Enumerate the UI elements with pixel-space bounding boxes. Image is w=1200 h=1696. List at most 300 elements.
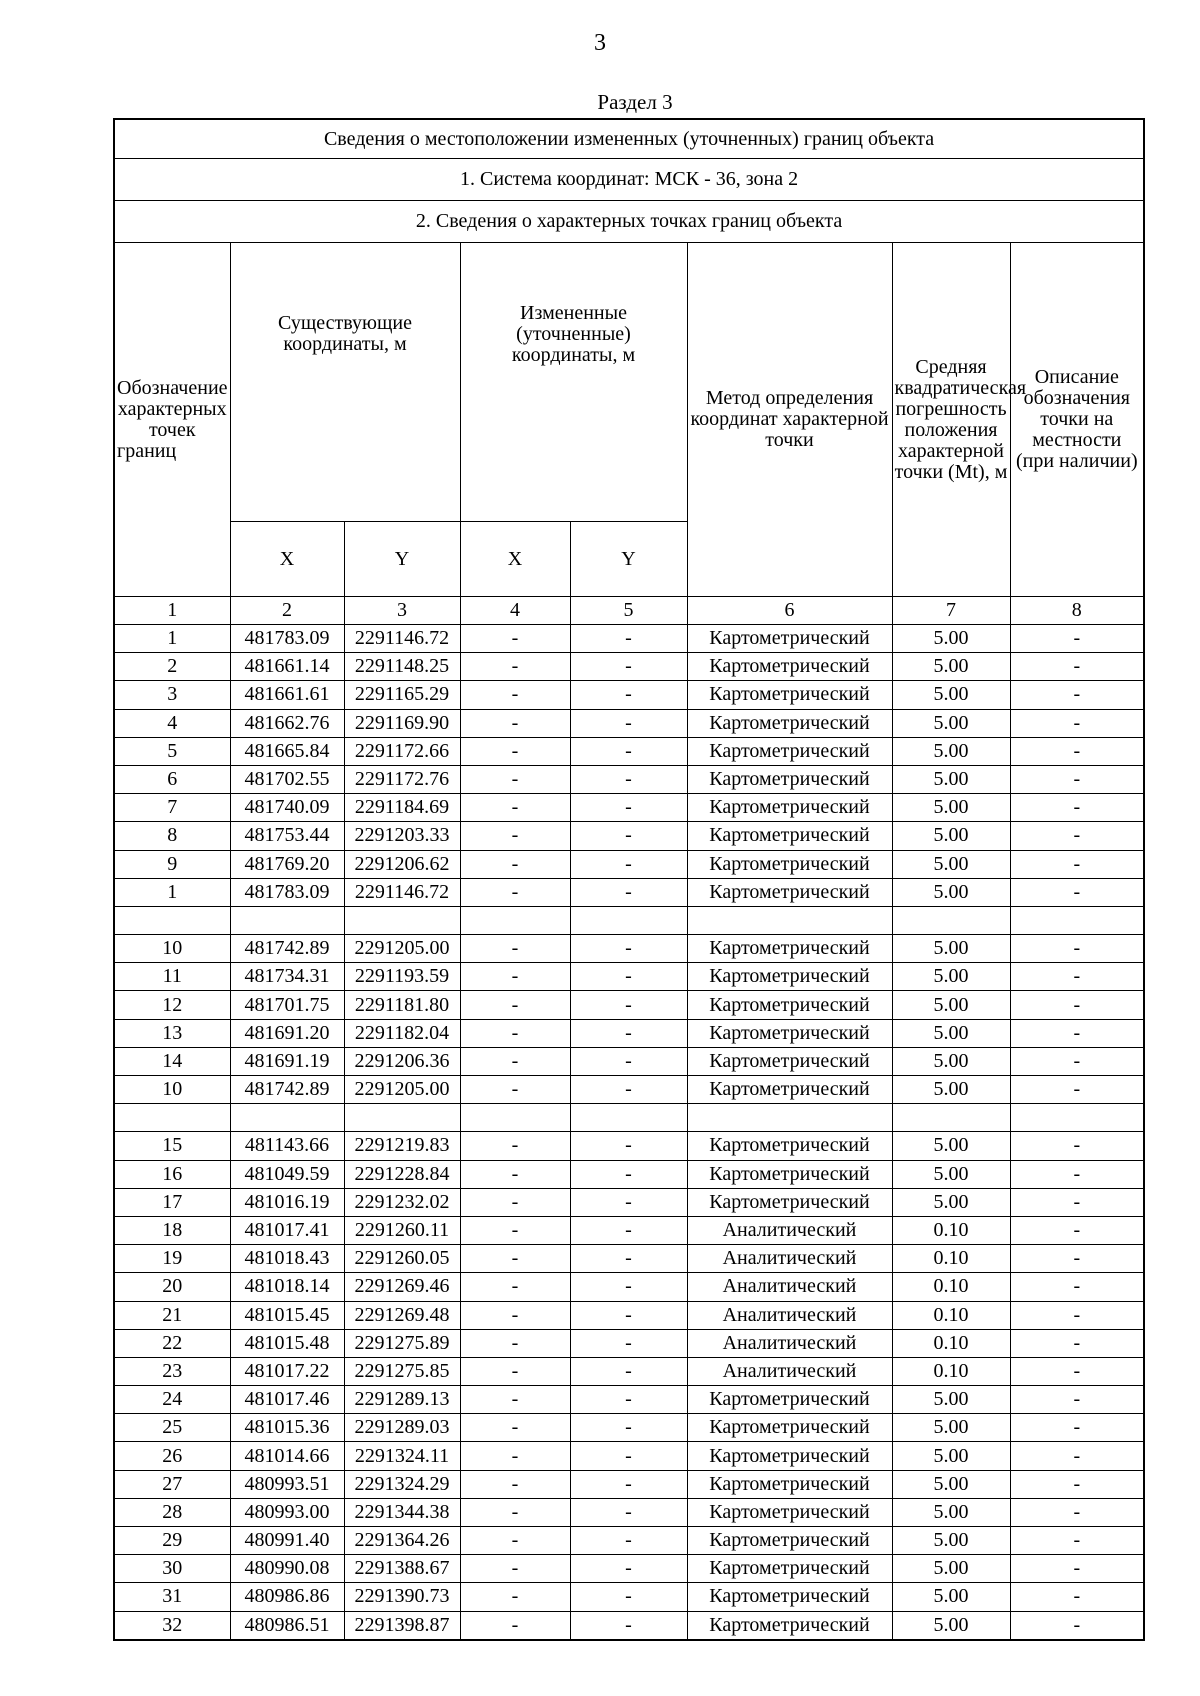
point-description: -: [1010, 794, 1144, 822]
changed-x: -: [460, 625, 570, 653]
existing-y: [344, 906, 460, 934]
table-row: [114, 1019, 1144, 1047]
changed-y: -: [570, 765, 687, 793]
point-designation: 27: [114, 1470, 230, 1498]
table-row: [114, 935, 1144, 963]
mt-value: 5.00: [892, 1414, 1010, 1442]
existing-x: 481702.55: [230, 765, 344, 793]
existing-y: 2291269.46: [344, 1273, 460, 1301]
existing-y: 2291364.26: [344, 1527, 460, 1555]
existing-x: 481665.84: [230, 737, 344, 765]
existing-y: 2291390.73: [344, 1583, 460, 1611]
mt-value: 5.00: [892, 625, 1010, 653]
header-existing-x: X: [230, 522, 344, 597]
mt-value: 5.00: [892, 1527, 1010, 1555]
point-designation: 13: [114, 1019, 230, 1047]
method: Картометрический: [687, 935, 892, 963]
existing-y: 2291172.66: [344, 737, 460, 765]
changed-y: -: [570, 1386, 687, 1414]
existing-x: 481740.09: [230, 794, 344, 822]
column-number: 7: [892, 597, 1010, 625]
column-number: 5: [570, 597, 687, 625]
point-designation: [114, 1104, 230, 1132]
existing-y: 2291184.69: [344, 794, 460, 822]
changed-y: -: [570, 709, 687, 737]
changed-y: -: [570, 1555, 687, 1583]
point-designation: 3: [114, 681, 230, 709]
point-designation: 30: [114, 1555, 230, 1583]
point-description: -: [1010, 1527, 1144, 1555]
method: Картометрический: [687, 822, 892, 850]
changed-x: -: [460, 1414, 570, 1442]
changed-y: -: [570, 1188, 687, 1216]
column-number: 3: [344, 597, 460, 625]
table-row: [114, 991, 1144, 1019]
changed-x: -: [460, 709, 570, 737]
point-designation: 6: [114, 765, 230, 793]
header-existing-coords: Существующие координаты, м: [230, 243, 460, 522]
point-description: -: [1010, 1611, 1144, 1640]
table-row: [114, 653, 1144, 681]
point-designation: 9: [114, 850, 230, 878]
point-description: -: [1010, 822, 1144, 850]
mt-value: 5.00: [892, 1386, 1010, 1414]
changed-x: -: [460, 1188, 570, 1216]
column-number: 4: [460, 597, 570, 625]
changed-x: -: [460, 1611, 570, 1640]
table-body: [114, 625, 1144, 1640]
changed-y: -: [570, 1527, 687, 1555]
point-designation: 1: [114, 625, 230, 653]
point-designation: 1: [114, 878, 230, 906]
method: Картометрический: [687, 1611, 892, 1640]
method: Картометрический: [687, 765, 892, 793]
mt-value: 5.00: [892, 765, 1010, 793]
changed-y: -: [570, 1273, 687, 1301]
existing-y: 2291289.13: [344, 1386, 460, 1414]
changed-x: -: [460, 1273, 570, 1301]
existing-x: 480993.51: [230, 1470, 344, 1498]
existing-x: 480993.00: [230, 1498, 344, 1526]
changed-x: -: [460, 1386, 570, 1414]
point-description: -: [1010, 1019, 1144, 1047]
changed-y: -: [570, 1160, 687, 1188]
method: Картометрический: [687, 1414, 892, 1442]
changed-x: -: [460, 1555, 570, 1583]
point-designation: 25: [114, 1414, 230, 1442]
changed-y: -: [570, 1414, 687, 1442]
point-designation: [114, 906, 230, 934]
existing-y: 2291289.03: [344, 1414, 460, 1442]
existing-x: 481783.09: [230, 625, 344, 653]
header-method: Метод определения координат характерной точки: [687, 243, 892, 597]
mt-value: 0.10: [892, 1357, 1010, 1385]
method: [687, 906, 892, 934]
method: Картометрический: [687, 1188, 892, 1216]
table-row: [114, 1414, 1144, 1442]
changed-y: -: [570, 1047, 687, 1075]
method: Картометрический: [687, 709, 892, 737]
mt-value: 5.00: [892, 681, 1010, 709]
method: Картометрический: [687, 1583, 892, 1611]
method: Картометрический: [687, 653, 892, 681]
mt-value: 0.10: [892, 1329, 1010, 1357]
mt-value: 5.00: [892, 1498, 1010, 1526]
existing-x: 481691.20: [230, 1019, 344, 1047]
changed-y: -: [570, 681, 687, 709]
point-description: -: [1010, 1273, 1144, 1301]
table-row: [114, 765, 1144, 793]
points-heading: 2. Сведения о характерных точках границ объекта: [114, 201, 1144, 243]
mt-value: [892, 906, 1010, 934]
changed-y: -: [570, 1132, 687, 1160]
changed-y: -: [570, 1470, 687, 1498]
mt-value: 5.00: [892, 794, 1010, 822]
boundary-points-table: [113, 118, 1145, 1641]
header-changed-coords: Измененные (уточненные) координаты, м: [460, 243, 687, 522]
table-row: [114, 1216, 1144, 1244]
coordinate-system: 1. Система координат: МСК - 36, зона 2: [114, 159, 1144, 201]
point-designation: 24: [114, 1386, 230, 1414]
existing-x: 481014.66: [230, 1442, 344, 1470]
changed-y: -: [570, 991, 687, 1019]
point-description: -: [1010, 765, 1144, 793]
existing-x: 481783.09: [230, 878, 344, 906]
method: Картометрический: [687, 1527, 892, 1555]
method: Картометрический: [687, 1047, 892, 1075]
table-row: [114, 1245, 1144, 1273]
mt-value: [892, 1104, 1010, 1132]
changed-x: -: [460, 1527, 570, 1555]
header-description: Описание обозначения точки на местности (при наличии): [1010, 243, 1144, 597]
point-description: -: [1010, 681, 1144, 709]
mt-value: 5.00: [892, 1047, 1010, 1075]
table-row: [114, 906, 1144, 934]
changed-x: -: [460, 1076, 570, 1104]
point-designation: 31: [114, 1583, 230, 1611]
changed-y: -: [570, 1301, 687, 1329]
point-description: -: [1010, 1216, 1144, 1244]
mt-value: 0.10: [892, 1301, 1010, 1329]
point-description: -: [1010, 1076, 1144, 1104]
table-row: [114, 737, 1144, 765]
mt-value: 5.00: [892, 1076, 1010, 1104]
method: Картометрический: [687, 1386, 892, 1414]
table-row: [114, 1357, 1144, 1385]
point-designation: 15: [114, 1132, 230, 1160]
existing-x: [230, 1104, 344, 1132]
point-description: -: [1010, 963, 1144, 991]
table-row: [114, 1104, 1144, 1132]
existing-y: 2291324.11: [344, 1442, 460, 1470]
point-designation: 23: [114, 1357, 230, 1385]
point-description: -: [1010, 878, 1144, 906]
changed-x: -: [460, 935, 570, 963]
existing-x: 481018.43: [230, 1245, 344, 1273]
method: [687, 1104, 892, 1132]
mt-value: 5.00: [892, 963, 1010, 991]
changed-x: -: [460, 1583, 570, 1611]
existing-x: 480990.08: [230, 1555, 344, 1583]
changed-x: [460, 1104, 570, 1132]
table-row: [114, 1555, 1144, 1583]
method: Картометрический: [687, 1019, 892, 1047]
point-designation: 29: [114, 1527, 230, 1555]
changed-x: -: [460, 1301, 570, 1329]
point-description: -: [1010, 1301, 1144, 1329]
table-row: [114, 794, 1144, 822]
point-description: -: [1010, 1245, 1144, 1273]
column-number: 8: [1010, 597, 1144, 625]
header-changed-x: X: [460, 522, 570, 597]
point-designation: 5: [114, 737, 230, 765]
point-designation: 14: [114, 1047, 230, 1075]
point-description: -: [1010, 1357, 1144, 1385]
existing-y: 2291324.29: [344, 1470, 460, 1498]
changed-x: -: [460, 1047, 570, 1075]
method: Аналитический: [687, 1216, 892, 1244]
method: Картометрический: [687, 1132, 892, 1160]
existing-x: 481742.89: [230, 935, 344, 963]
mt-value: 5.00: [892, 991, 1010, 1019]
point-description: -: [1010, 1583, 1144, 1611]
header-existing-y: Y: [344, 522, 460, 597]
point-designation: 7: [114, 794, 230, 822]
point-description: -: [1010, 1329, 1144, 1357]
existing-x: 481701.75: [230, 991, 344, 1019]
existing-y: 2291172.76: [344, 765, 460, 793]
point-designation: 12: [114, 991, 230, 1019]
point-description: -: [1010, 1160, 1144, 1188]
changed-y: -: [570, 625, 687, 653]
existing-y: 2291275.85: [344, 1357, 460, 1385]
method: Аналитический: [687, 1301, 892, 1329]
existing-x: 481662.76: [230, 709, 344, 737]
existing-x: 480986.51: [230, 1611, 344, 1640]
point-designation: 18: [114, 1216, 230, 1244]
changed-y: [570, 1104, 687, 1132]
changed-x: -: [460, 1329, 570, 1357]
existing-y: 2291228.84: [344, 1160, 460, 1188]
existing-x: 481753.44: [230, 822, 344, 850]
mt-value: 5.00: [892, 1132, 1010, 1160]
point-description: -: [1010, 1047, 1144, 1075]
changed-y: -: [570, 1357, 687, 1385]
point-designation: 28: [114, 1498, 230, 1526]
existing-x: 481017.41: [230, 1216, 344, 1244]
changed-y: -: [570, 878, 687, 906]
existing-x: 481017.46: [230, 1386, 344, 1414]
point-designation: 32: [114, 1611, 230, 1640]
existing-x: 481661.61: [230, 681, 344, 709]
existing-x: 481018.14: [230, 1273, 344, 1301]
mt-value: 5.00: [892, 878, 1010, 906]
changed-y: -: [570, 1329, 687, 1357]
table-row: [114, 850, 1144, 878]
changed-y: -: [570, 794, 687, 822]
changed-y: -: [570, 1498, 687, 1526]
changed-y: -: [570, 1442, 687, 1470]
table-row: [114, 1160, 1144, 1188]
section-title: Раздел 3: [597, 90, 673, 114]
method: Картометрический: [687, 1498, 892, 1526]
point-description: -: [1010, 653, 1144, 681]
header-changed-y: Y: [570, 522, 687, 597]
existing-y: 2291203.33: [344, 822, 460, 850]
changed-x: -: [460, 991, 570, 1019]
changed-x: -: [460, 963, 570, 991]
table-row: [114, 822, 1144, 850]
changed-y: -: [570, 653, 687, 681]
changed-y: [570, 906, 687, 934]
method: Картометрический: [687, 625, 892, 653]
existing-y: [344, 1104, 460, 1132]
method: Картометрический: [687, 1076, 892, 1104]
mt-value: 5.00: [892, 1583, 1010, 1611]
point-designation: 2: [114, 653, 230, 681]
changed-x: -: [460, 1160, 570, 1188]
changed-x: -: [460, 794, 570, 822]
method: Аналитический: [687, 1357, 892, 1385]
mt-value: 5.00: [892, 1019, 1010, 1047]
table-row: [114, 1386, 1144, 1414]
point-designation: 17: [114, 1188, 230, 1216]
existing-x: 481017.22: [230, 1357, 344, 1385]
point-designation: 10: [114, 1076, 230, 1104]
table-row: [114, 1132, 1144, 1160]
existing-y: 2291205.00: [344, 1076, 460, 1104]
table-row: [114, 1076, 1144, 1104]
changed-y: -: [570, 737, 687, 765]
changed-x: -: [460, 850, 570, 878]
changed-x: -: [460, 1245, 570, 1273]
existing-x: 480986.86: [230, 1583, 344, 1611]
table-row: [114, 709, 1144, 737]
existing-x: 481015.45: [230, 1301, 344, 1329]
method: Картометрический: [687, 794, 892, 822]
existing-x: 481016.19: [230, 1188, 344, 1216]
method: Картометрический: [687, 1160, 892, 1188]
method: Картометрический: [687, 850, 892, 878]
changed-y: -: [570, 822, 687, 850]
point-designation: 21: [114, 1301, 230, 1329]
table-row: [114, 681, 1144, 709]
method: Картометрический: [687, 1555, 892, 1583]
changed-y: -: [570, 1611, 687, 1640]
changed-y: -: [570, 963, 687, 991]
existing-x: 481049.59: [230, 1160, 344, 1188]
point-description: -: [1010, 1470, 1144, 1498]
changed-x: -: [460, 1442, 570, 1470]
changed-x: -: [460, 1357, 570, 1385]
table-row: [114, 1583, 1144, 1611]
header-mt: Средняя квадратическая погрешность положения характерной точки (Mt), м: [892, 243, 1010, 597]
method: Картометрический: [687, 681, 892, 709]
existing-y: 2291388.67: [344, 1555, 460, 1583]
mt-value: 5.00: [892, 1188, 1010, 1216]
point-description: -: [1010, 935, 1144, 963]
table-row: [114, 625, 1144, 653]
mt-value: 5.00: [892, 850, 1010, 878]
point-description: -: [1010, 737, 1144, 765]
existing-y: 2291181.80: [344, 991, 460, 1019]
point-designation: 4: [114, 709, 230, 737]
existing-y: 2291169.90: [344, 709, 460, 737]
existing-y: 2291182.04: [344, 1019, 460, 1047]
changed-x: -: [460, 1216, 570, 1244]
mt-value: 5.00: [892, 737, 1010, 765]
point-designation: 22: [114, 1329, 230, 1357]
mt-value: 0.10: [892, 1216, 1010, 1244]
point-description: -: [1010, 1188, 1144, 1216]
point-description: -: [1010, 625, 1144, 653]
existing-y: 2291269.48: [344, 1301, 460, 1329]
existing-y: 2291146.72: [344, 625, 460, 653]
mt-value: 5.00: [892, 1470, 1010, 1498]
method: Аналитический: [687, 1273, 892, 1301]
point-designation: 8: [114, 822, 230, 850]
point-description: -: [1010, 1132, 1144, 1160]
column-number: 1: [114, 597, 230, 625]
table-row: [114, 1273, 1144, 1301]
point-description: -: [1010, 1386, 1144, 1414]
existing-x: 481143.66: [230, 1132, 344, 1160]
point-description: -: [1010, 1414, 1144, 1442]
changed-y: -: [570, 1019, 687, 1047]
existing-x: 481661.14: [230, 653, 344, 681]
table-row: [114, 878, 1144, 906]
point-description: -: [1010, 1555, 1144, 1583]
existing-y: 2291146.72: [344, 878, 460, 906]
point-description: -: [1010, 1442, 1144, 1470]
existing-x: 481769.20: [230, 850, 344, 878]
table-row: [114, 1047, 1144, 1075]
changed-y: -: [570, 1216, 687, 1244]
changed-x: -: [460, 1132, 570, 1160]
changed-x: -: [460, 1019, 570, 1047]
table-row: [114, 1498, 1144, 1526]
changed-x: -: [460, 765, 570, 793]
mt-value: 5.00: [892, 1611, 1010, 1640]
changed-x: -: [460, 1470, 570, 1498]
mt-value: 5.00: [892, 1442, 1010, 1470]
changed-x: -: [460, 878, 570, 906]
column-number: 2: [230, 597, 344, 625]
existing-x: 481015.48: [230, 1329, 344, 1357]
method: Картометрический: [687, 1442, 892, 1470]
mt-value: 5.00: [892, 1160, 1010, 1188]
point-designation: 10: [114, 935, 230, 963]
existing-y: 2291206.62: [344, 850, 460, 878]
method: Аналитический: [687, 1245, 892, 1273]
point-description: -: [1010, 1498, 1144, 1526]
mt-value: 0.10: [892, 1273, 1010, 1301]
point-description: -: [1010, 991, 1144, 1019]
existing-y: 2291148.25: [344, 653, 460, 681]
method: Картометрический: [687, 963, 892, 991]
table-row: [114, 1527, 1144, 1555]
existing-y: 2291260.05: [344, 1245, 460, 1273]
changed-y: -: [570, 1245, 687, 1273]
point-designation: 20: [114, 1273, 230, 1301]
method: Аналитический: [687, 1329, 892, 1357]
table-row: [114, 1188, 1144, 1216]
existing-y: 2291206.36: [344, 1047, 460, 1075]
existing-x: 481015.36: [230, 1414, 344, 1442]
changed-x: -: [460, 1498, 570, 1526]
changed-x: -: [460, 737, 570, 765]
existing-x: 481691.19: [230, 1047, 344, 1075]
